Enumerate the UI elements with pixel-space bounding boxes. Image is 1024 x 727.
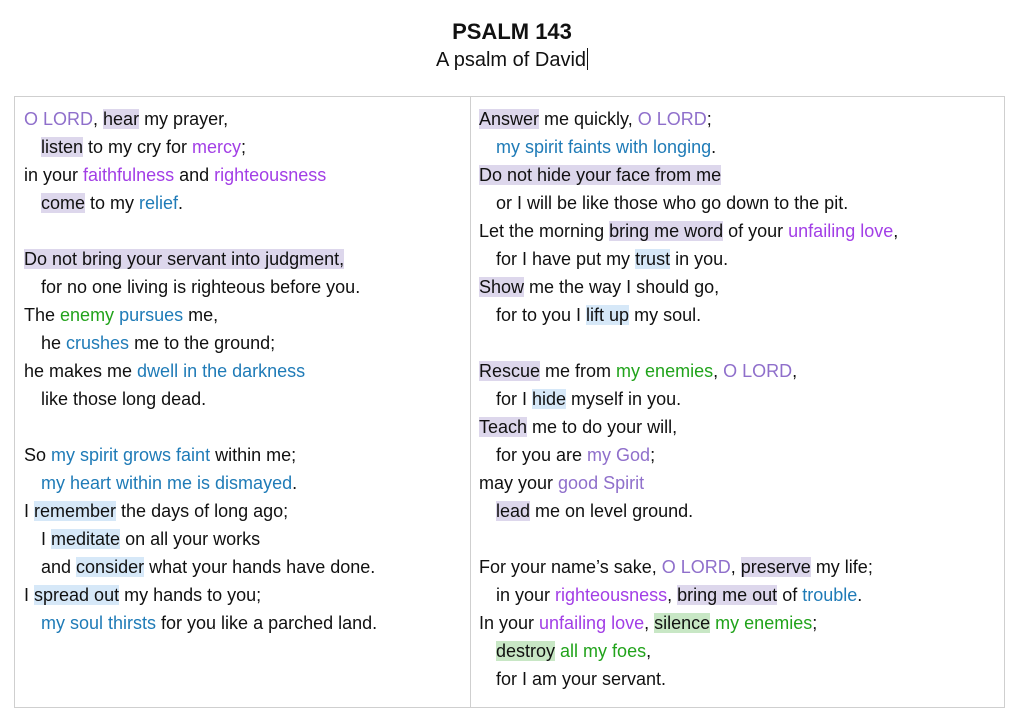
highlighted-phrase: lift up <box>586 305 630 325</box>
verse-line <box>479 497 1004 525</box>
colored-phrase: unfailing love <box>788 221 894 241</box>
verse-text: , <box>644 613 655 633</box>
colored-phrase: my enemies <box>715 613 813 633</box>
verse-text: me, <box>183 305 219 325</box>
left-column[interactable] <box>15 97 471 707</box>
verse-text: my prayer, <box>139 109 229 129</box>
verse-line <box>479 105 1004 133</box>
verse-text: , <box>730 557 741 577</box>
verse-line <box>479 665 1004 693</box>
highlighted-phrase: Do not hide your face from me <box>479 165 722 185</box>
verse-line <box>24 357 470 385</box>
text-cursor <box>587 48 588 70</box>
verse-line <box>24 189 470 217</box>
verse-text: ; <box>650 445 656 465</box>
verse-line <box>479 637 1004 665</box>
colored-phrase: O LORD <box>723 361 793 381</box>
colored-phrase: righteousness <box>214 165 327 185</box>
verse-text: me to do your will, <box>527 417 678 437</box>
colored-phrase: trouble <box>802 585 858 605</box>
verse-line <box>24 469 470 497</box>
verse-line <box>24 385 470 413</box>
verse-line <box>479 441 1004 469</box>
verse-line <box>479 553 1004 581</box>
verse-text: . <box>178 193 184 213</box>
verse-line <box>24 161 470 189</box>
colored-phrase: pursues <box>119 305 184 325</box>
verse-text: me to the ground; <box>129 333 276 353</box>
stanza-break <box>24 217 470 245</box>
colored-phrase: my heart within me is dismayed <box>41 473 293 493</box>
verse-text: me the way I should go, <box>524 277 720 297</box>
verse-line <box>24 525 470 553</box>
verse-line <box>24 497 470 525</box>
verse-text: , <box>646 641 652 661</box>
verse-text: for no one living is righteous before you. <box>41 277 361 297</box>
highlighted-phrase: Rescue <box>479 361 541 381</box>
verse-text: for I have put my <box>496 249 636 269</box>
verse-text: my life; <box>810 557 873 577</box>
psalm-table <box>14 96 1005 708</box>
colored-phrase: crushes <box>66 333 130 353</box>
verse-text: of <box>777 585 803 605</box>
verse-text: he makes me <box>24 361 138 381</box>
verse-text: I <box>41 529 52 549</box>
highlighted-phrase: Do not bring your servant into judgment, <box>24 249 345 269</box>
verse-line <box>479 273 1004 301</box>
verse-text: for I <box>496 389 533 409</box>
verse-text: to my <box>85 193 140 213</box>
highlighted-phrase: Teach <box>479 417 528 437</box>
document-title: PSALM 143 <box>452 19 572 44</box>
verse-text: . <box>711 137 717 157</box>
highlighted-phrase: bring me word <box>609 221 724 241</box>
verse-line <box>479 609 1004 637</box>
stanza-break <box>479 525 1004 553</box>
verse-line <box>479 357 1004 385</box>
stanza-break <box>479 329 1004 357</box>
verse-line <box>24 301 470 329</box>
colored-phrase: my God <box>587 445 651 465</box>
verse-text: may your <box>479 473 559 493</box>
verse-text: of your <box>723 221 789 241</box>
colored-phrase: my spirit faints with longing <box>496 137 712 157</box>
verse-line <box>24 329 470 357</box>
colored-phrase: O LORD <box>24 109 94 129</box>
colored-phrase: my soul thirsts <box>41 613 157 633</box>
verse-text: The <box>24 305 61 325</box>
colored-phrase: good Spirit <box>558 473 645 493</box>
verse-line <box>24 273 470 301</box>
verse-text: For your name’s sake, <box>479 557 662 577</box>
verse-line <box>24 245 470 273</box>
verse-text: me from <box>540 361 617 381</box>
verse-text: like those long dead. <box>41 389 207 409</box>
highlighted-phrase: spread out <box>34 585 120 605</box>
verse-text: In your <box>479 613 540 633</box>
verse-line <box>479 189 1004 217</box>
verse-text: for you like a parched land. <box>156 613 378 633</box>
colored-phrase: all my foes <box>560 641 647 661</box>
verse-text: to my cry for <box>83 137 193 157</box>
verse-text: and <box>41 557 77 577</box>
verse-text: . <box>292 473 298 493</box>
highlighted-phrase: bring me out <box>677 585 778 605</box>
verse-line <box>479 385 1004 413</box>
verse-text: , <box>792 361 798 381</box>
verse-text: for you are <box>496 445 588 465</box>
verse-text: me quickly, <box>539 109 638 129</box>
verse-text: he <box>41 333 67 353</box>
verse-line <box>479 581 1004 609</box>
highlighted-phrase: preserve <box>740 557 811 577</box>
verse-text: , <box>667 585 678 605</box>
verse-text: me on level ground. <box>530 501 694 521</box>
verse-text: in your <box>496 585 556 605</box>
verse-line <box>24 441 470 469</box>
verse-line <box>479 245 1004 273</box>
highlighted-phrase: listen <box>41 137 84 157</box>
highlighted-phrase: destroy <box>496 641 556 661</box>
highlighted-phrase: lead <box>496 501 531 521</box>
verse-text: I <box>24 585 35 605</box>
colored-phrase: O LORD <box>637 109 707 129</box>
verse-line <box>479 161 1004 189</box>
document-subtitle[interactable] <box>0 47 1024 73</box>
verse-text: , <box>713 361 724 381</box>
verse-line <box>24 553 470 581</box>
highlighted-phrase: come <box>41 193 86 213</box>
colored-phrase: O LORD <box>661 557 731 577</box>
colored-phrase: enemy <box>60 305 115 325</box>
highlighted-phrase: Answer <box>479 109 540 129</box>
colored-phrase: my spirit grows faint <box>51 445 211 465</box>
colored-phrase: relief <box>139 193 179 213</box>
verse-text: Let the morning <box>479 221 610 241</box>
verse-text: , <box>93 109 104 129</box>
stanza-break <box>24 413 470 441</box>
verse-text: my soul. <box>629 305 702 325</box>
verse-text: in you. <box>670 249 729 269</box>
verse-text: So <box>24 445 52 465</box>
verse-text: the days of long ago; <box>116 501 289 521</box>
verse-line <box>479 413 1004 441</box>
colored-phrase: righteousness <box>555 585 668 605</box>
colored-phrase: dwell in the darkness <box>137 361 306 381</box>
verse-text: ; <box>812 613 818 633</box>
verse-text: and <box>174 165 215 185</box>
highlighted-phrase: hear <box>103 109 140 129</box>
verse-line <box>479 217 1004 245</box>
highlighted-phrase: meditate <box>51 529 121 549</box>
verse-line <box>479 301 1004 329</box>
verse-line <box>479 133 1004 161</box>
highlighted-phrase: hide <box>532 389 567 409</box>
verse-text: for to you I <box>496 305 587 325</box>
verse-text: ; <box>706 109 712 129</box>
highlighted-phrase: silence <box>654 613 711 633</box>
colored-phrase: unfailing love <box>539 613 645 633</box>
verse-text: . <box>857 585 863 605</box>
verse-line <box>24 609 470 637</box>
verse-line <box>24 581 470 609</box>
verse-text: myself in you. <box>566 389 682 409</box>
verse-text: in your <box>24 165 84 185</box>
verse-line <box>479 469 1004 497</box>
highlighted-phrase: Show <box>479 277 525 297</box>
highlighted-phrase: remember <box>34 501 117 521</box>
verse-text: my hands to you; <box>119 585 262 605</box>
verse-text: , <box>893 221 899 241</box>
verse-text: for I am your servant. <box>496 669 667 689</box>
colored-phrase: mercy <box>192 137 242 157</box>
highlighted-phrase: consider <box>76 557 145 577</box>
verse-text: within me; <box>210 445 297 465</box>
verse-text: what your hands have done. <box>144 557 376 577</box>
right-column[interactable] <box>471 97 1004 707</box>
verse-line <box>24 105 470 133</box>
highlighted-phrase: trust <box>635 249 671 269</box>
colored-phrase: my enemies <box>616 361 714 381</box>
verse-text: I <box>24 501 35 521</box>
verse-text: or I will be like those who go down to the pit. <box>496 193 849 213</box>
verse-line <box>24 133 470 161</box>
verse-text: ; <box>241 137 247 157</box>
colored-phrase: faithfulness <box>83 165 175 185</box>
subtitle-text: A psalm of David <box>435 49 587 71</box>
verse-text: on all your works <box>120 529 261 549</box>
